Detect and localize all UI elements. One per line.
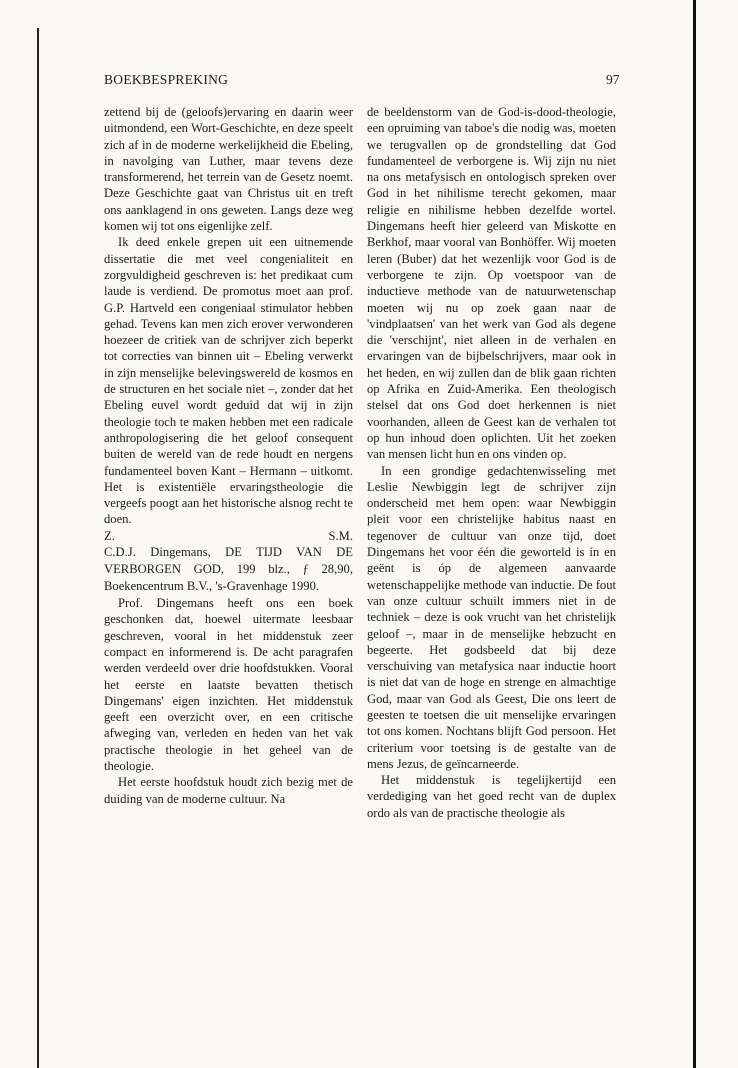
paragraph: In een grondige gedachtenwisseling met Leslie Newbiggin legt de schrijver zijn onderscheid met hem open: waar Newbiggin pleit voor een christelijke habitus naast en tegenover de cultuur van onze tijd, doet Dingemans het voor één die geworteld is ín en geënt is óp de algemeen aanvaarde wetenschappelijke methode van inductie. De fout van onze cultuur schuilt immers niet in de techniek – deze is ook vrucht van het christelijk geloof –, maar in de menselijke hebzucht en begeerte. Het godsbeeld dat bij deze verschuiving van metafysica naar inductie hoort is niet dat van de hoge en strenge en almachtige God, maar van God als Geest, Die ons leert de geesten te toetsen die uit menselijke ervaringen tot ons komen. Nochtans blijft God persoon. Het criterium voor toetsing is de gestalte van de mens Jezus, de geïncarneerde. [367, 463, 616, 771]
page-right-edge [693, 0, 696, 1068]
paragraph: Ik deed enkele grepen uit een uitnemende dissertatie die met veel congenialiteit en zorgvuldigheid geschreven is: het predikaat cum laude is verdiend. De promotus moet aan prof. G.P. Hartveld een congeniaal stimulator hebben gehad. Tevens kan men zich erover verwonderen hoezeer de critiek van de schrijver zich beperkt tot correcties van binnen uit – Ebeling verwerkt in zijn menselijke belevingswereld de kosmos en de structuren en het sociale niet –, zonder dat het Ebeling euvel wordt geduid dat wij in zijn theologie toch te maken hebben met een radicale anthropologisering die het geloof consequent buiten de wereld van de rede houdt en nergens fundamenteel boven Kant – Hermann – uitkomt. Het is existentiële ervaringstheologie die vergeefs poogt aan het historische alsnog recht te doen. [104, 235, 353, 527]
paragraph: zettend bij de (geloofs)ervaring en daarin weer uitmondend, een Wort-Geschichte, en deze speelt zich af in de moderne werkelijkheid die Ebeling, in navolging van Luther, maar tevens deze transformerend, het terrein van de Gesetz noemt. Deze Geschichte gaat van Christus uit en treft ons aanklagend in ons geweten. Langs deze weg komen wij tot ons eigenlijke zelf. [104, 105, 353, 234]
running-head: BOEKBESPREKING [104, 72, 229, 87]
bibliographic-entry: C.D.J. Dingemans, DE TIJD VAN DE VERBORGEN GOD, 199 blz., ƒ 28,90, Boekencentrum B.V., 's-Gravenhage 1990. [104, 545, 353, 594]
signature-initial: Z. [104, 528, 115, 543]
page-number: 97 [606, 72, 620, 87]
paragraph: Prof. Dingemans heeft ons een boek geschonken dat, hoewel uitermate leesbaar geschreven, vooral in het middenstuk zeer compact en informerend is. De acht paragrafen werden verdeeld over drie hoofdstukken. Vooral het eerste en laatste bevatten thetisch Dingemans' eigen inzichten. Het middenstuk geeft een overzicht over, en een critische afweging van, verleden en heden van het vak practische theologie in het geheel van de theologie. [104, 596, 353, 773]
paragraph: de beeldenstorm van de God-is-dood-theologie, een opruiming van taboe's die nodig was, moeten we terugvallen op de grondstelling dat God fundamenteel de verborgene is. Wij zijn nu niet na ons metafysisch en ontologisch spreken over God in het nihilisme terecht gekomen, maar religie en nihilisme hebben dezelfde wortel. Dingemans heeft hier geleerd van Miskotte en Berkhof, maar vooral van Bonhöffer. Wij moeten leren (Buber) dat het wezenlijk voor God is de verborgene te zijn. Op voetspoor van de inductieve methode van de natuurwetenschap moeten wij nu op zoek gaan naar de 'vindplaatsen' van het werk van God als degene die 'verschijnt', niet alleen in de verhalen en ervaringen van de bijbelschrijvers, maar ook in het heden, en wij zullen dan de blik gaan richten op Afrika en Zuid-Amerika. Een theologisch stelsel dat ons God doet herkennen is niet voorhanden, alleen de Geest kan de verhalen tot op hun inhoud doen oplichten. Uit het zoeken van mensen licht hun en ons vinden op. [367, 105, 616, 462]
page-left-edge [37, 28, 39, 1068]
signature-author: S.M. [328, 528, 353, 543]
paragraph: Het middenstuk is tegelijkertijd een verdediging van het goed recht van de duplex ordo als van de practische theologie als [367, 773, 616, 820]
right-column [367, 104, 616, 821]
signature-line [104, 528, 353, 544]
paragraph: Het eerste hoofdstuk houdt zich bezig met de duiding van de moderne cultuur. Na [104, 775, 353, 806]
left-column [104, 104, 353, 807]
